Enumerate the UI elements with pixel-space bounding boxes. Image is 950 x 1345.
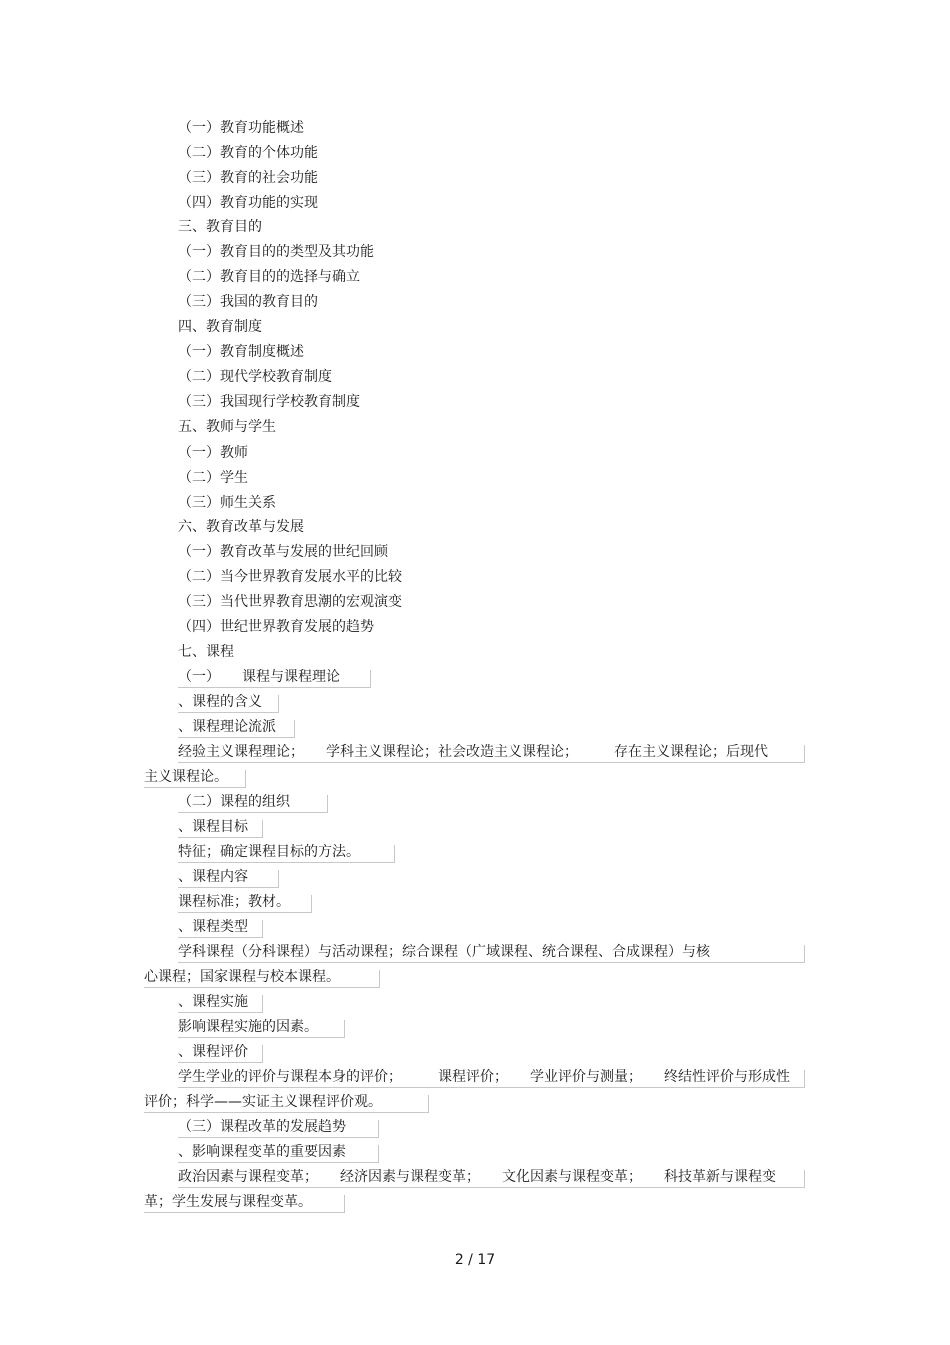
sub-item: （三）我国现行学校教育制度: [178, 394, 360, 410]
content-paragraph: 影响课程实施的因素。: [178, 1020, 345, 1038]
content-paragraph: 评价；科学——实证主义课程评价观。: [144, 1095, 429, 1113]
sub-item: （三）师生关系: [178, 495, 276, 511]
section-heading: 七、课程: [178, 644, 234, 660]
content-paragraph: 主义课程论。: [144, 770, 246, 788]
content-paragraph: 学科课程（分科课程）与活动课程；综合课程（广域课程、统合课程、合成课程）与核: [178, 945, 805, 963]
content-paragraph: [178, 745, 805, 763]
text-segment: 经验主义课程理论；: [178, 744, 304, 760]
topic-item: 、课程实施: [178, 995, 263, 1013]
content-paragraph: 革；学生发展与课程变革。: [144, 1195, 345, 1213]
content-paragraph: 心课程；国家课程与校本课程。: [144, 970, 380, 988]
text-segment: 科技革新与课程变: [664, 1169, 776, 1185]
topic-item: 、课程理论流派: [178, 720, 295, 738]
text-segment: 学业评价与测量；: [530, 1069, 642, 1085]
text-segment: 经济因素与课程变革；: [340, 1169, 480, 1185]
sub-item: （二）教育的个体功能: [178, 145, 318, 161]
sub-item: （二）课程的组织: [178, 795, 328, 813]
section-heading: 三、教育目的: [178, 219, 262, 235]
topic-item: 、课程的含义: [178, 695, 279, 713]
text-segment: 存在主义课程论；后现代: [614, 744, 768, 760]
section-heading: 五、教师与学生: [178, 419, 276, 435]
sub-item: （三）我国的教育目的: [178, 294, 318, 310]
sub-item: （四）世纪世界教育发展的趋势: [178, 619, 374, 635]
text-segment: 文化因素与课程变革；: [502, 1169, 642, 1185]
section-heading: 四、教育制度: [178, 319, 262, 335]
page-number: 2 / 17: [454, 1252, 496, 1268]
content-paragraph: 特征；确定课程目标的方法。: [178, 845, 395, 863]
text-segment: 课程评价；: [438, 1069, 508, 1085]
sub-item: （一）教育制度概述: [178, 344, 304, 360]
sub-item: （四）教育功能的实现: [178, 195, 318, 211]
sub-item: （一）教师: [178, 445, 248, 461]
sub-item: （二）教育目的的选择与确立: [178, 269, 360, 285]
sub-item: （二）现代学校教育制度: [178, 369, 332, 385]
text-segment: 学科主义课程论；社会改造主义课程论；: [326, 744, 578, 760]
sub-item: （一）教育功能概述: [178, 120, 304, 136]
sub-item-label: 课程与课程理论: [242, 669, 340, 685]
topic-item: 、课程类型: [178, 920, 263, 938]
topic-item: 、影响课程变革的重要因素: [178, 1145, 379, 1163]
text-segment: 政治因素与课程变革；: [178, 1169, 318, 1185]
sub-item: （三）当代世界教育思潮的宏观演变: [178, 594, 402, 610]
content-paragraph: [178, 1070, 805, 1088]
sub-item-number: （一）: [178, 669, 220, 685]
section-heading: 六、教育改革与发展: [178, 519, 304, 535]
sub-item: （一）教育目的的类型及其功能: [178, 244, 374, 260]
text-segment: 学生学业的评价与课程本身的评价；: [178, 1069, 402, 1085]
sub-item: （二）学生: [178, 470, 248, 486]
content-paragraph: 课程标准；教材。: [178, 895, 312, 913]
sub-item: （三）教育的社会功能: [178, 170, 318, 186]
topic-item: 、课程目标: [178, 820, 263, 838]
sub-item: [178, 670, 371, 688]
content-paragraph: [178, 1170, 805, 1188]
text-segment: 终结性评价与形成性: [664, 1069, 790, 1085]
topic-item: 、课程评价: [178, 1045, 263, 1063]
sub-item: （二）当今世界教育发展水平的比较: [178, 569, 402, 585]
sub-item: （一）教育改革与发展的世纪回顾: [178, 544, 388, 560]
topic-item: 、课程内容: [178, 870, 279, 888]
sub-item: （三）课程改革的发展趋势: [178, 1120, 379, 1138]
